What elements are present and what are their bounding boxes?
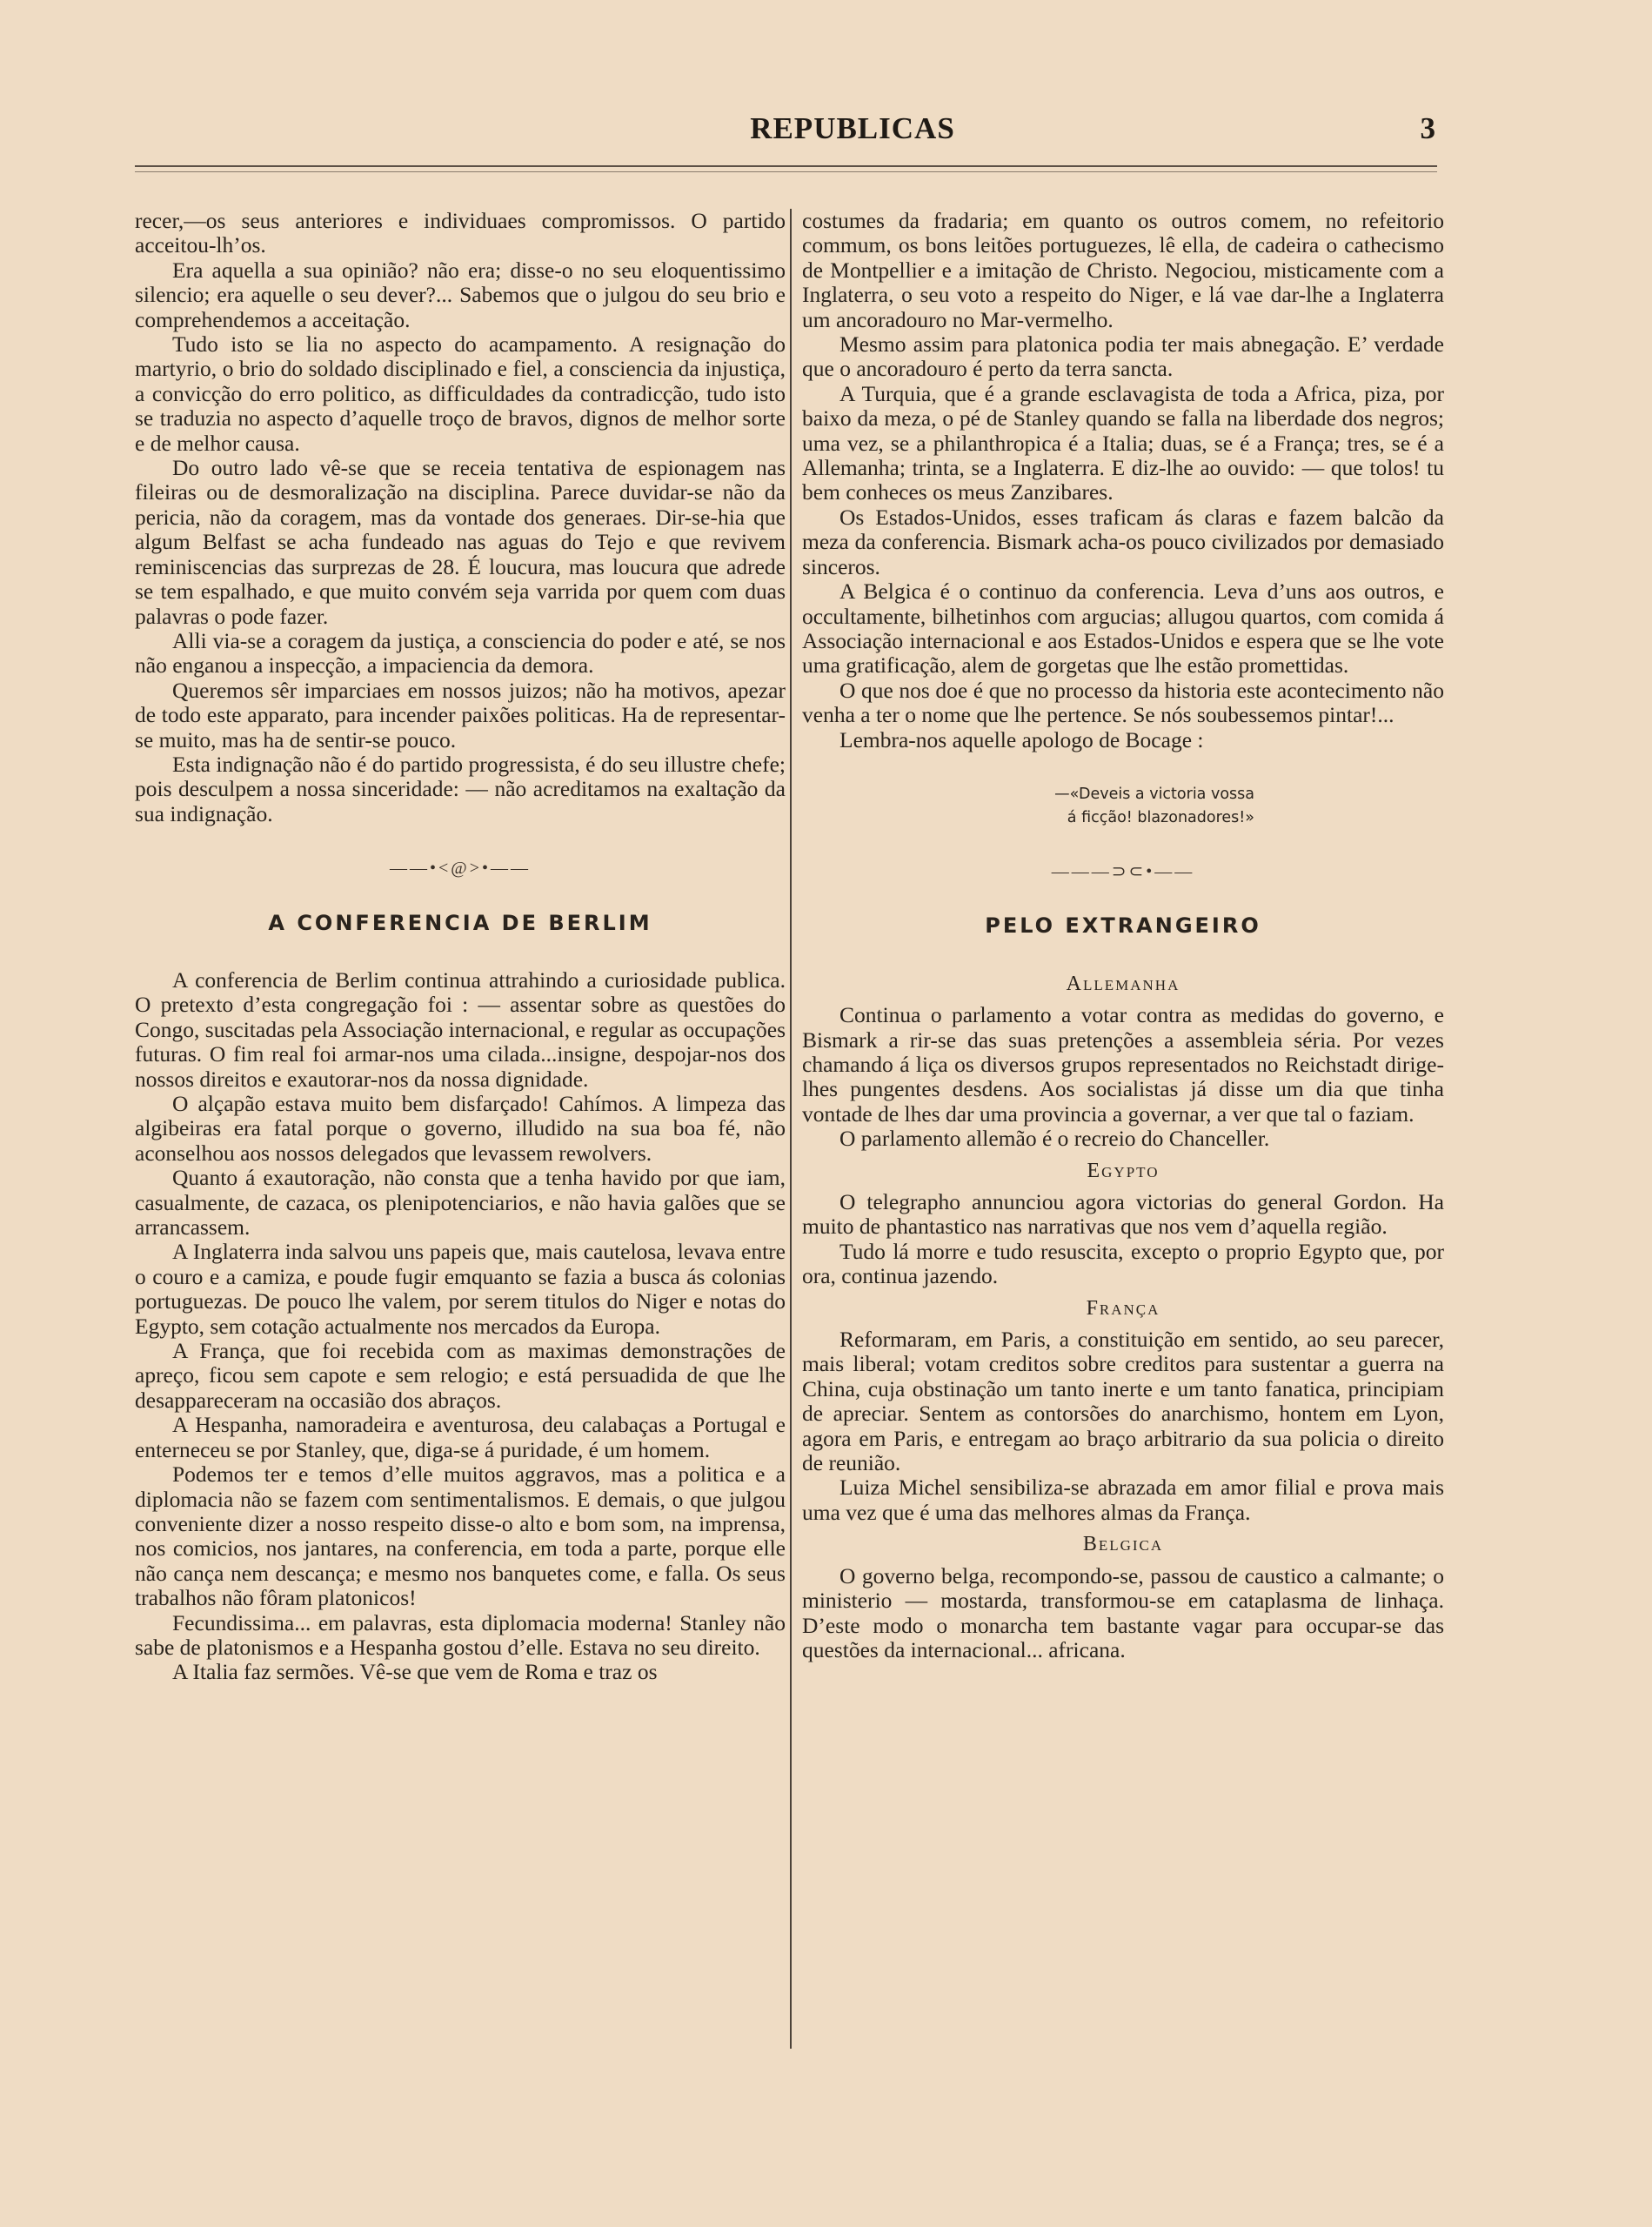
paragraph: Esta indignação não é do partido progressista, é do seu illustre chefe; pois desculpem a nossa sinceridade: — não acreditamos na exaltação da sua indignação. [135,751,786,826]
paragraph: A Hespanha, namoradeira e aventurosa, deu calabaças a Portugal e enterneceu se por Stanley, que, diga-se á puridade, é um homem. [135,1412,786,1462]
paragraph: Mesmo assim para platonica podia ter mais abnegação. E’ verdade que o ancoradouro é perto da terra sancta. [802,331,1444,382]
section-title-conferencia: A CONFERENCIA DE BERLIM [268,910,652,935]
section-ornament: ———⊃⊂•—— [1051,861,1195,881]
paragraph: Alli via-se a coragem da justiça, a consciencia do poder e até, se nos não enganou a inspecção, a impaciencia da demora. [135,627,786,679]
paragraph: Continua o parlamento a votar contra as medidas do governo, e Bismark a rir-se das suas pretenções a assembleia séria. Por vezes chamando á liça os diversos grupos representados no Reichstadt dirige-lhes pungentes desdens. Aos socialistas já disse um dia que tinha vontade de lhes dar uma provincia a governar, a ver que tal o faziam. [802,1002,1444,1127]
running-title: REPUBLICAS [750,111,955,145]
paragraph: O telegrapho annunciou agora victorias do general Gordon. Ha muito de phantastico nas narrativas que nos vem d’aquella região. [802,1189,1444,1240]
paragraph: A Belgica é o continuo da conferencia. Leva d’uns aos outros, e occultamente, bilhetinhos com argucias; allugou quartos, com comida á Associação internacional e aos Estados-Unidos e espera que se lhe vote uma gratificação, alem de gorgetas que lhe estão promettidas. [802,578,1444,679]
paragraph: Do outro lado vê-se que se receia tentativa de espionagem nas fileiras ou de desmoralização na disciplina. Parece duvidar-se não da pericia, não da coragem, mas da vontade dos generaes. Dir-se-hia que algum Belfast se acha fundeado nas aguas do Tejo e que revivem reminiscencias das surprezas de 28. É loucura, mas loucura que adrede se tem espalhado, e que muito convém seja varrida por quem com duas palavras o pode fazer. [135,455,786,629]
left-column [135,209,786,1685]
paragraph: O que nos doe é que no processo da historia este acontecimento não venha a ter o nome que lhe pertence. Se nós soubessemos pintar!... [802,677,1444,728]
section-ornament: ——•<@>•—— [390,859,531,879]
paragraph: Reformaram, em Paris, a constituição em sentido, ao seu parecer, mais liberal; votam creditos sobre creditos para sustentar a guerra na China, cuja obstinação um tanto inerte e um tanto fanatica, principiam de apreciar. Sentem as contorsões do anarchismo, hontem em Lyon, agora em Paris, e entregam ao braço arbitrario da sua policia o direito de reunião. [802,1327,1444,1476]
paragraph: costumes da fradaria; em quanto os outros comem, no refeitorio commum, os bons leitões portuguezes, lê ella, de cadeira o cathecismo de Montpellier e a imitação de Christo. Negociou, misticamente com a Inglaterra, o seu voto a respeito do Niger, e lá vae dar-lhe a Inglaterra um ancoradouro no Mar-vermelho. [802,208,1444,332]
subhead-egypto: Egypto [1087,1159,1160,1182]
column-divider [790,209,792,2049]
paragraph: Fecundissima... em palavras, esta diplomacia moderna! Stanley não sabe de platonismos e a Hespanha gostou d’elle. Estava no seu direito. [135,1609,786,1660]
subhead-franca: França [1086,1296,1160,1320]
paragraph: O governo belga, recompondo-se, passou de caustico a calmante; o ministerio — mostarda, transformou-se em cataplasma de linhaça. D’este modo o monarcha tem bastante vagar para occupar-se das questões da internacional... africana. [802,1562,1444,1662]
right-column [802,209,1444,1662]
paragraph: A França, que foi recebida com as maximas demonstrações de apreço, ficou sem capote e sem relogio; e está persuadida de que lhe desappareceram na occasião dos abraços. [135,1338,786,1413]
paragraph: A Inglaterra inda salvou uns papeis que, mais cautelosa, levava entre o couro e a camiza, e poude fugir emquanto se fazia a busca ás colonias portuguezas. De pouco lhe valem, por serem titulos do Niger e notas do Egypto, sem cotação actualmente nos mercados da Europa. [135,1239,786,1339]
bocage-quote: —«Deveis a victoria vossa á ficção! blazonadores!» [1054,785,1254,826]
paragraph: Podemos ter e temos d’elle muitos aggravos, mas a politica e a diplomacia não se fazem com sentimentalismos. E demais, o que julgou conveniente dizer a nosso respeito disse-o alto e bom som, na imprensa, nos comicios, nos jantares, na conferencia, em toda a parte, porque elle não cança nem descança; e mesmo nos banquetes come, e falla. Os seus trabalhos não fôram platonicos! [135,1461,786,1611]
paragraph: A conferencia de Berlim continua attrahindo a curiosidade publica. O pretexto d’esta congregação foi : — assentar sobre as questões do Congo, suscitadas pela Associação internacional, e regular as occupações futuras. O fim real foi armar-nos uma cilada...insigne, despojar-nos dos nossos direitos e exautorar-nos da nossa dignidade. [135,966,786,1092]
page-number: 3 [1420,111,1435,145]
paragraph: Era aquella a sua opinião? não era; disse-o no seu eloquentissimo silencio; era aquelle o seu dever?... Sabemos que o julgou do seu brio e comprehendemos a acceitação. [135,257,786,332]
paragraph: Queremos sêr imparciaes em nossos juizos; não ha motivos, apezar de todo este apparato, para incender paixões politicas. Ha de representar-se muito, mas ha de sentir-se pouco. [135,677,786,752]
page-header [130,111,1435,146]
paragraph: O parlamento allemão é o recreio do Chanceller. [839,1126,1270,1152]
subhead-allemanha: Allemanha [1066,972,1180,995]
paragraph: A Turquia, que é a grande esclavagista de toda a Africa, piza, por baixo da meza, o pé de Stanley quando se falla na liberdade dos negros; uma vez, se a philanthropica é a Italia; duas, se é a França; tres, se é a Allemanha; trinta, se a Inglaterra. E diz-lhe ao ouvido: — que tolos! tu bem conheces os meus Zanzibares. [802,380,1444,505]
paragraph: Os Estados-Unidos, esses traficam ás claras e fazem balcão da meza da conferencia. Bismark acha-os pouco civilizados por demasiado sinceros. [802,504,1444,579]
paragraph: O alçapão estava muito bem disfarçado! Cahímos. A limpeza das algibeiras era fatal porque o governo, illudido na sua boa fé, não aconselhou aos nossos delegados que levassem rewolvers. [135,1091,786,1166]
paragraph: Lembra-nos aquelle apologo de Bocage : [839,726,1204,752]
paragraph: A Italia faz sermões. Vê-se que vem de Roma e traz os [172,1659,658,1685]
section-title-extrangeiro: PELO EXTRANGEIRO [985,913,1261,939]
paragraph: Tudo lá morre e tudo resuscita, excepto o proprio Egypto que, por ora, continua jazendo. [802,1238,1444,1289]
paragraph: recer,—os seus anteriores e individuaes compromissos. O partido acceitou-lh’os. [135,208,786,258]
header-rule [135,165,1437,172]
paragraph: Quanto á exautoração, não consta que a tenha havido por que iam, casualmente, de cazaca, os plenipotenciarios, e não havia galões que se arrancassem. [135,1165,786,1241]
subhead-belgica: Belgica [1082,1533,1164,1556]
paragraph: Luiza Michel sensibiliza-se abrazada em amor filial e prova mais uma vez que é uma das melhores almas da França. [802,1475,1444,1525]
paragraph: Tudo isto se lia no aspecto do acampamento. A resignação do martyrio, o brio do soldado disciplinado e fiel, a consciencia da injustiça, a convicção do erro politico, as difficuldades da contradicção, tudo isto se traduzia no aspecto d’aquelle troço de bravos, dignos de melhor sorte e de melhor causa. [135,331,786,456]
